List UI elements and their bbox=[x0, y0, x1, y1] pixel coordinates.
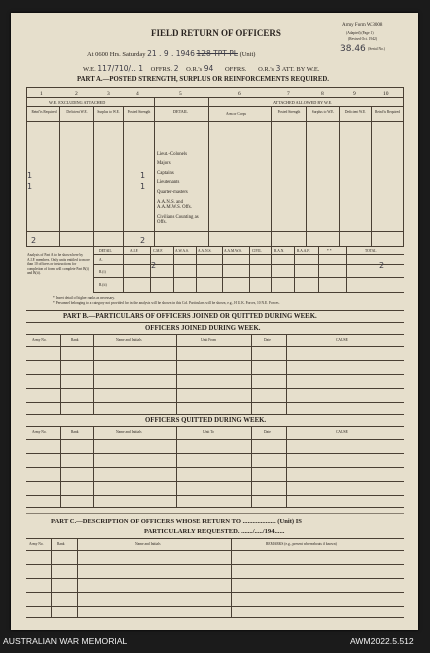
joined-col-unit-from: Unit From bbox=[201, 338, 217, 342]
col-number-3: 3 bbox=[107, 91, 110, 97]
part-b-title: PART B.—PARTICULARS OF OFFICERS JOINED OR QUITTED DURING WEEK. bbox=[63, 313, 317, 320]
quitted-col-name: Name and Initials bbox=[116, 430, 142, 434]
footer-accession-number: AWM2022.5.512 bbox=[350, 636, 414, 646]
offrs-value: 2 bbox=[173, 64, 179, 73]
analysis-header-aans: A.A.N.S. bbox=[198, 249, 212, 253]
sub-header-arm-corps: Arm or Corps bbox=[226, 112, 246, 116]
sub-header-reinf-required: Reinf'ts Required bbox=[31, 110, 57, 114]
rank-majors: Majors bbox=[157, 161, 171, 166]
footer-institution: AUSTRALIAN WAR MEMORIAL bbox=[3, 636, 128, 646]
ors-label: O.R.'s bbox=[186, 66, 203, 73]
analysis-header-aif: A.I.F. bbox=[130, 249, 139, 253]
army-form-number: Army Form W.3008 bbox=[342, 23, 383, 28]
analysis-row-rii: R.(ii) bbox=[99, 283, 107, 287]
date-prefix: At 0600 Hrs. Saturday bbox=[87, 51, 146, 58]
sub-header-surplus-att: Surplus to W.E. bbox=[311, 110, 335, 114]
quitted-col-cause: CAUSE bbox=[336, 430, 348, 434]
hw-analysis-aif: 2 bbox=[151, 261, 157, 270]
we-excluding-header: W.E. EXCLUDING ATTACHED bbox=[49, 100, 106, 105]
analysis-header-civil: CIVIL bbox=[252, 249, 262, 253]
analysis-header-ran: R.A.N. bbox=[274, 249, 285, 253]
col-number-9: 9 bbox=[353, 91, 356, 97]
quitted-col-army-no: Army No. bbox=[32, 430, 47, 434]
header-line-establishment bbox=[83, 64, 319, 73]
we-value: 117/710/.. 1 bbox=[97, 64, 143, 73]
rank-civilians: Civilians Counting as Offs. bbox=[157, 215, 199, 225]
col-number-6: 6 bbox=[238, 91, 241, 97]
col-number-5: 5 bbox=[179, 91, 182, 97]
unit-label: (Unit) bbox=[239, 51, 256, 58]
quitted-title: OFFICERS QUITTED DURING WEEK. bbox=[145, 417, 267, 424]
hw-analysis-total: 2 bbox=[379, 261, 385, 270]
rank-aans: A.A.N.S. and A.A.M.W.S. Offs. bbox=[157, 200, 192, 210]
detail-header: DETAIL bbox=[173, 109, 188, 114]
quitted-col-date: Date bbox=[264, 430, 271, 434]
analysis-header-total: TOTAL bbox=[365, 249, 377, 253]
form-title: FIELD RETURN OF OFFICERS bbox=[151, 28, 281, 38]
joined-col-rank: Rank bbox=[71, 338, 79, 342]
analysis-header-cmf: C.M.F. bbox=[153, 249, 163, 253]
header-line-date bbox=[87, 49, 255, 58]
quitted-col-unit-to: Unit To bbox=[203, 430, 214, 434]
analysis-header-detail: DETAIL bbox=[99, 249, 112, 253]
date-value: 21 . 9 . 194 bbox=[147, 49, 191, 58]
joined-col-army-no: Army No. bbox=[32, 338, 47, 342]
part-c-col-name: Name and Initials bbox=[135, 542, 161, 546]
sub-header-deficient: Deficient W.E. bbox=[66, 110, 88, 114]
attached-allowed-header: ATTACHED ALLOWED BY W.E. bbox=[273, 100, 333, 105]
joined-col-name: Name and Initials bbox=[116, 338, 142, 342]
serial-number-value: 38.46 bbox=[340, 44, 366, 54]
adapted-note: (Adapted) (Page 1) bbox=[346, 31, 374, 35]
part-c-col-rank: Rank bbox=[57, 542, 65, 546]
footnote-ranks: * Insert detail of higher ranks as necessary. bbox=[53, 296, 115, 300]
analysis-row-ri: R.(i) bbox=[99, 270, 106, 274]
hw-total-posted: 2 bbox=[140, 236, 146, 245]
rank-lt-colonels: Lieut.-Colonels bbox=[157, 152, 187, 157]
ors-value: 94 bbox=[203, 64, 214, 73]
attached-by-we-label: ATT. BY W.E. bbox=[281, 66, 320, 73]
sub-header-posted-att: Posted Strength bbox=[277, 110, 301, 114]
year-value: 6 bbox=[190, 49, 195, 58]
analysis-note: Analysis of Part A to be shown here by A.I.F. members. Only units entitled to more than 10 officers or instructions for completion of form will complete Part B(i) and B(ii). bbox=[27, 253, 90, 276]
joined-title: OFFICERS JOINED DURING WEEK. bbox=[145, 325, 261, 332]
part-c-title-line2: PARTICULARLY REQUESTED. ......./...../194...... bbox=[144, 528, 285, 535]
serial-number-label: (Serial No.) bbox=[368, 47, 385, 51]
analysis-header-awas: A.W.A.S. bbox=[175, 249, 189, 253]
analysis-header-other: * * bbox=[327, 249, 332, 253]
hw-posted-captains: 1 bbox=[140, 171, 146, 180]
col-number-2: 2 bbox=[75, 91, 78, 97]
rank-captains: Captains bbox=[157, 171, 174, 176]
col-number-7: 7 bbox=[287, 91, 290, 97]
offrs-attached-label: OFFRS. bbox=[224, 66, 247, 73]
part-c-title-line1: PART C.—DESCRIPTION OF OFFICERS WHOSE RETURN TO .................... (Unit) IS bbox=[51, 518, 302, 525]
ors-attached-value: 3 bbox=[275, 64, 281, 73]
sub-header-deficient-att: Deficient W.E. bbox=[344, 110, 367, 114]
joined-col-cause: CAUSE bbox=[336, 338, 348, 342]
we-label: W.E. bbox=[83, 66, 96, 73]
part-a-title: PART A.—POSTED STRENGTH, SURPLUS OR REINFORCEMENTS REQUIRED. bbox=[77, 76, 329, 83]
hw-deficient-captains: 1 bbox=[27, 171, 33, 180]
revised-note: (Revised Oct. 1942) bbox=[348, 37, 378, 41]
sub-header-surplus: Surplus to W.E. bbox=[97, 110, 120, 114]
col-number-4: 4 bbox=[136, 91, 139, 97]
hw-deficient-lieutenants: 1 bbox=[27, 182, 33, 191]
col-number-1: 1 bbox=[40, 91, 43, 97]
offrs-label: OFFRS. bbox=[150, 66, 173, 73]
rank-quartermasters: Quarter-masters bbox=[157, 190, 188, 195]
footnote-personnel: * Personnel belonging to a category not provided for in the analysis will be shown in this Col. Particulars will be shown, e.g., H U.K. Forces, 10 N.E. Forces. bbox=[53, 301, 280, 305]
part-c-col-army-no: Army No. bbox=[29, 542, 44, 546]
col-number-8: 8 bbox=[321, 91, 324, 97]
analysis-header-raaf: R.A.A.F. bbox=[297, 249, 310, 253]
part-c-col-remarks: REMARKS (e.g., present whereabouts if known) bbox=[266, 542, 337, 546]
quitted-col-rank: Rank bbox=[71, 430, 79, 434]
form-page bbox=[11, 13, 418, 630]
col-number-10: 10 bbox=[383, 91, 389, 97]
ors-attached-label: O.R.'s bbox=[258, 66, 275, 73]
unit-value: 128 TPT PL bbox=[196, 49, 238, 58]
rank-lieutenants: Lieutenants bbox=[157, 180, 180, 185]
analysis-header-aamws: A.A.M.W.S. bbox=[224, 249, 242, 253]
hw-posted-lieutenants: 1 bbox=[140, 182, 146, 191]
sub-header-posted: Posted Strength bbox=[127, 110, 151, 114]
joined-col-date: Date bbox=[264, 338, 271, 342]
analysis-row-a: A. bbox=[99, 258, 103, 262]
hw-total-deficient: 2 bbox=[31, 236, 37, 245]
sub-header-reinf-att: Reinf'ts Required bbox=[374, 110, 401, 114]
